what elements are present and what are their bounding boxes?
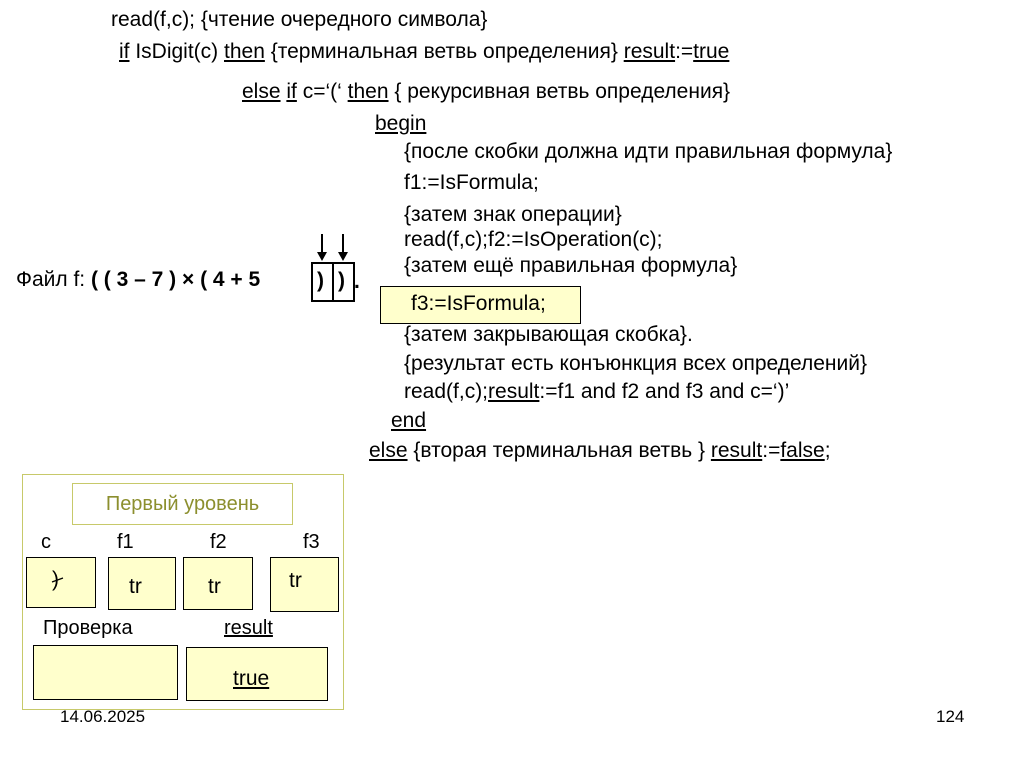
cell-check — [33, 645, 178, 700]
file-prefix: Файл f: — [16, 268, 91, 291]
code-text: read(f,c); — [404, 380, 489, 403]
code-text: {вторая терминальная ветвь } — [407, 439, 711, 462]
kw-else: else — [369, 439, 408, 462]
code-text: {терминальная ветвь определения} — [264, 40, 624, 63]
kw-begin: begin — [375, 112, 427, 135]
label-f2: f2 — [210, 531, 227, 553]
code-line-read: read(f,c); {чтение очередного символа} — [111, 8, 488, 31]
code-line-else-if — [242, 80, 730, 104]
kw-else: else — [242, 80, 281, 103]
code-comment: {затем ещё правильная формула} — [404, 254, 738, 277]
arrows-icon — [310, 232, 360, 264]
cell-f2 — [183, 557, 253, 610]
cell-result — [186, 647, 328, 701]
level-panel — [22, 474, 344, 710]
panel-title: Первый уровень — [105, 493, 260, 515]
cell-f3-value: tr — [289, 569, 302, 592]
label-result: result — [224, 617, 273, 639]
code-text: IsDigit(c) — [129, 40, 224, 63]
file-tail: . — [354, 270, 360, 293]
kw-false: false — [780, 439, 825, 462]
kw-end: end — [391, 409, 427, 432]
code-comment: {затем закрывающая скобка}. — [404, 323, 693, 346]
kw-if: if — [286, 80, 297, 103]
label-f3: f3 — [303, 531, 320, 553]
kw-result: result — [623, 40, 676, 63]
code-comment: {после скобки должна идти правильная формула} — [404, 140, 893, 163]
cell-f1 — [108, 557, 176, 610]
label-check: Проверка — [43, 617, 133, 639]
cell-f1-value: tr — [129, 575, 142, 598]
code-comment: {затем знак операции} — [404, 203, 622, 226]
code-text: ; — [824, 439, 831, 462]
footer-date: 14.06.2025 — [60, 707, 146, 726]
strike-icon — [49, 572, 69, 592]
kw-result: result — [488, 380, 540, 403]
code-comment: {результат есть конъюнкция всех определений} — [404, 352, 868, 375]
cell-f3 — [270, 557, 339, 612]
kw-if: if — [119, 40, 130, 63]
code-text: :=f1 and f2 and f3 and c=‘)’ — [539, 380, 790, 403]
code-text: := — [675, 40, 694, 63]
footer-page-number: 124 — [936, 707, 965, 726]
code-text: { рекурсивная ветвь определения} — [388, 80, 731, 103]
kw-then: then — [347, 80, 389, 103]
label-f1: f1 — [117, 531, 134, 553]
panel-title-box — [72, 483, 293, 525]
code-line-else-false — [369, 439, 831, 463]
file-char-paren: ) — [317, 269, 324, 292]
code-line-if-isdigit — [119, 40, 729, 64]
down-arrow-icon — [317, 234, 327, 261]
cell-result-value: true — [233, 667, 270, 690]
kw-result: result — [710, 439, 763, 462]
code-line-f2: read(f,c);f2:=IsOperation(c); — [404, 228, 663, 251]
code-text: c=‘(‘ — [296, 80, 348, 103]
code-text: := — [762, 439, 781, 462]
pointer-box-1 — [311, 262, 334, 302]
code-line-result — [404, 380, 789, 404]
kw-true: true — [693, 40, 730, 63]
cell-c — [26, 557, 96, 608]
file-line — [16, 268, 260, 292]
code-line-f3: f3:=IsFormula; — [411, 292, 546, 315]
pointer-box-2 — [332, 262, 355, 302]
kw-then: then — [224, 40, 265, 63]
cell-f2-value: tr — [208, 575, 221, 598]
down-arrow-icon — [338, 234, 348, 261]
file-expression: ( ( 3 – 7 ) × ( 4 + 5 — [90, 268, 261, 291]
file-char-paren: ) — [338, 269, 345, 292]
code-line-f1: f1:=IsFormula; — [404, 171, 539, 194]
cell-c-value: ) — [52, 568, 59, 591]
label-c: c — [41, 531, 51, 553]
